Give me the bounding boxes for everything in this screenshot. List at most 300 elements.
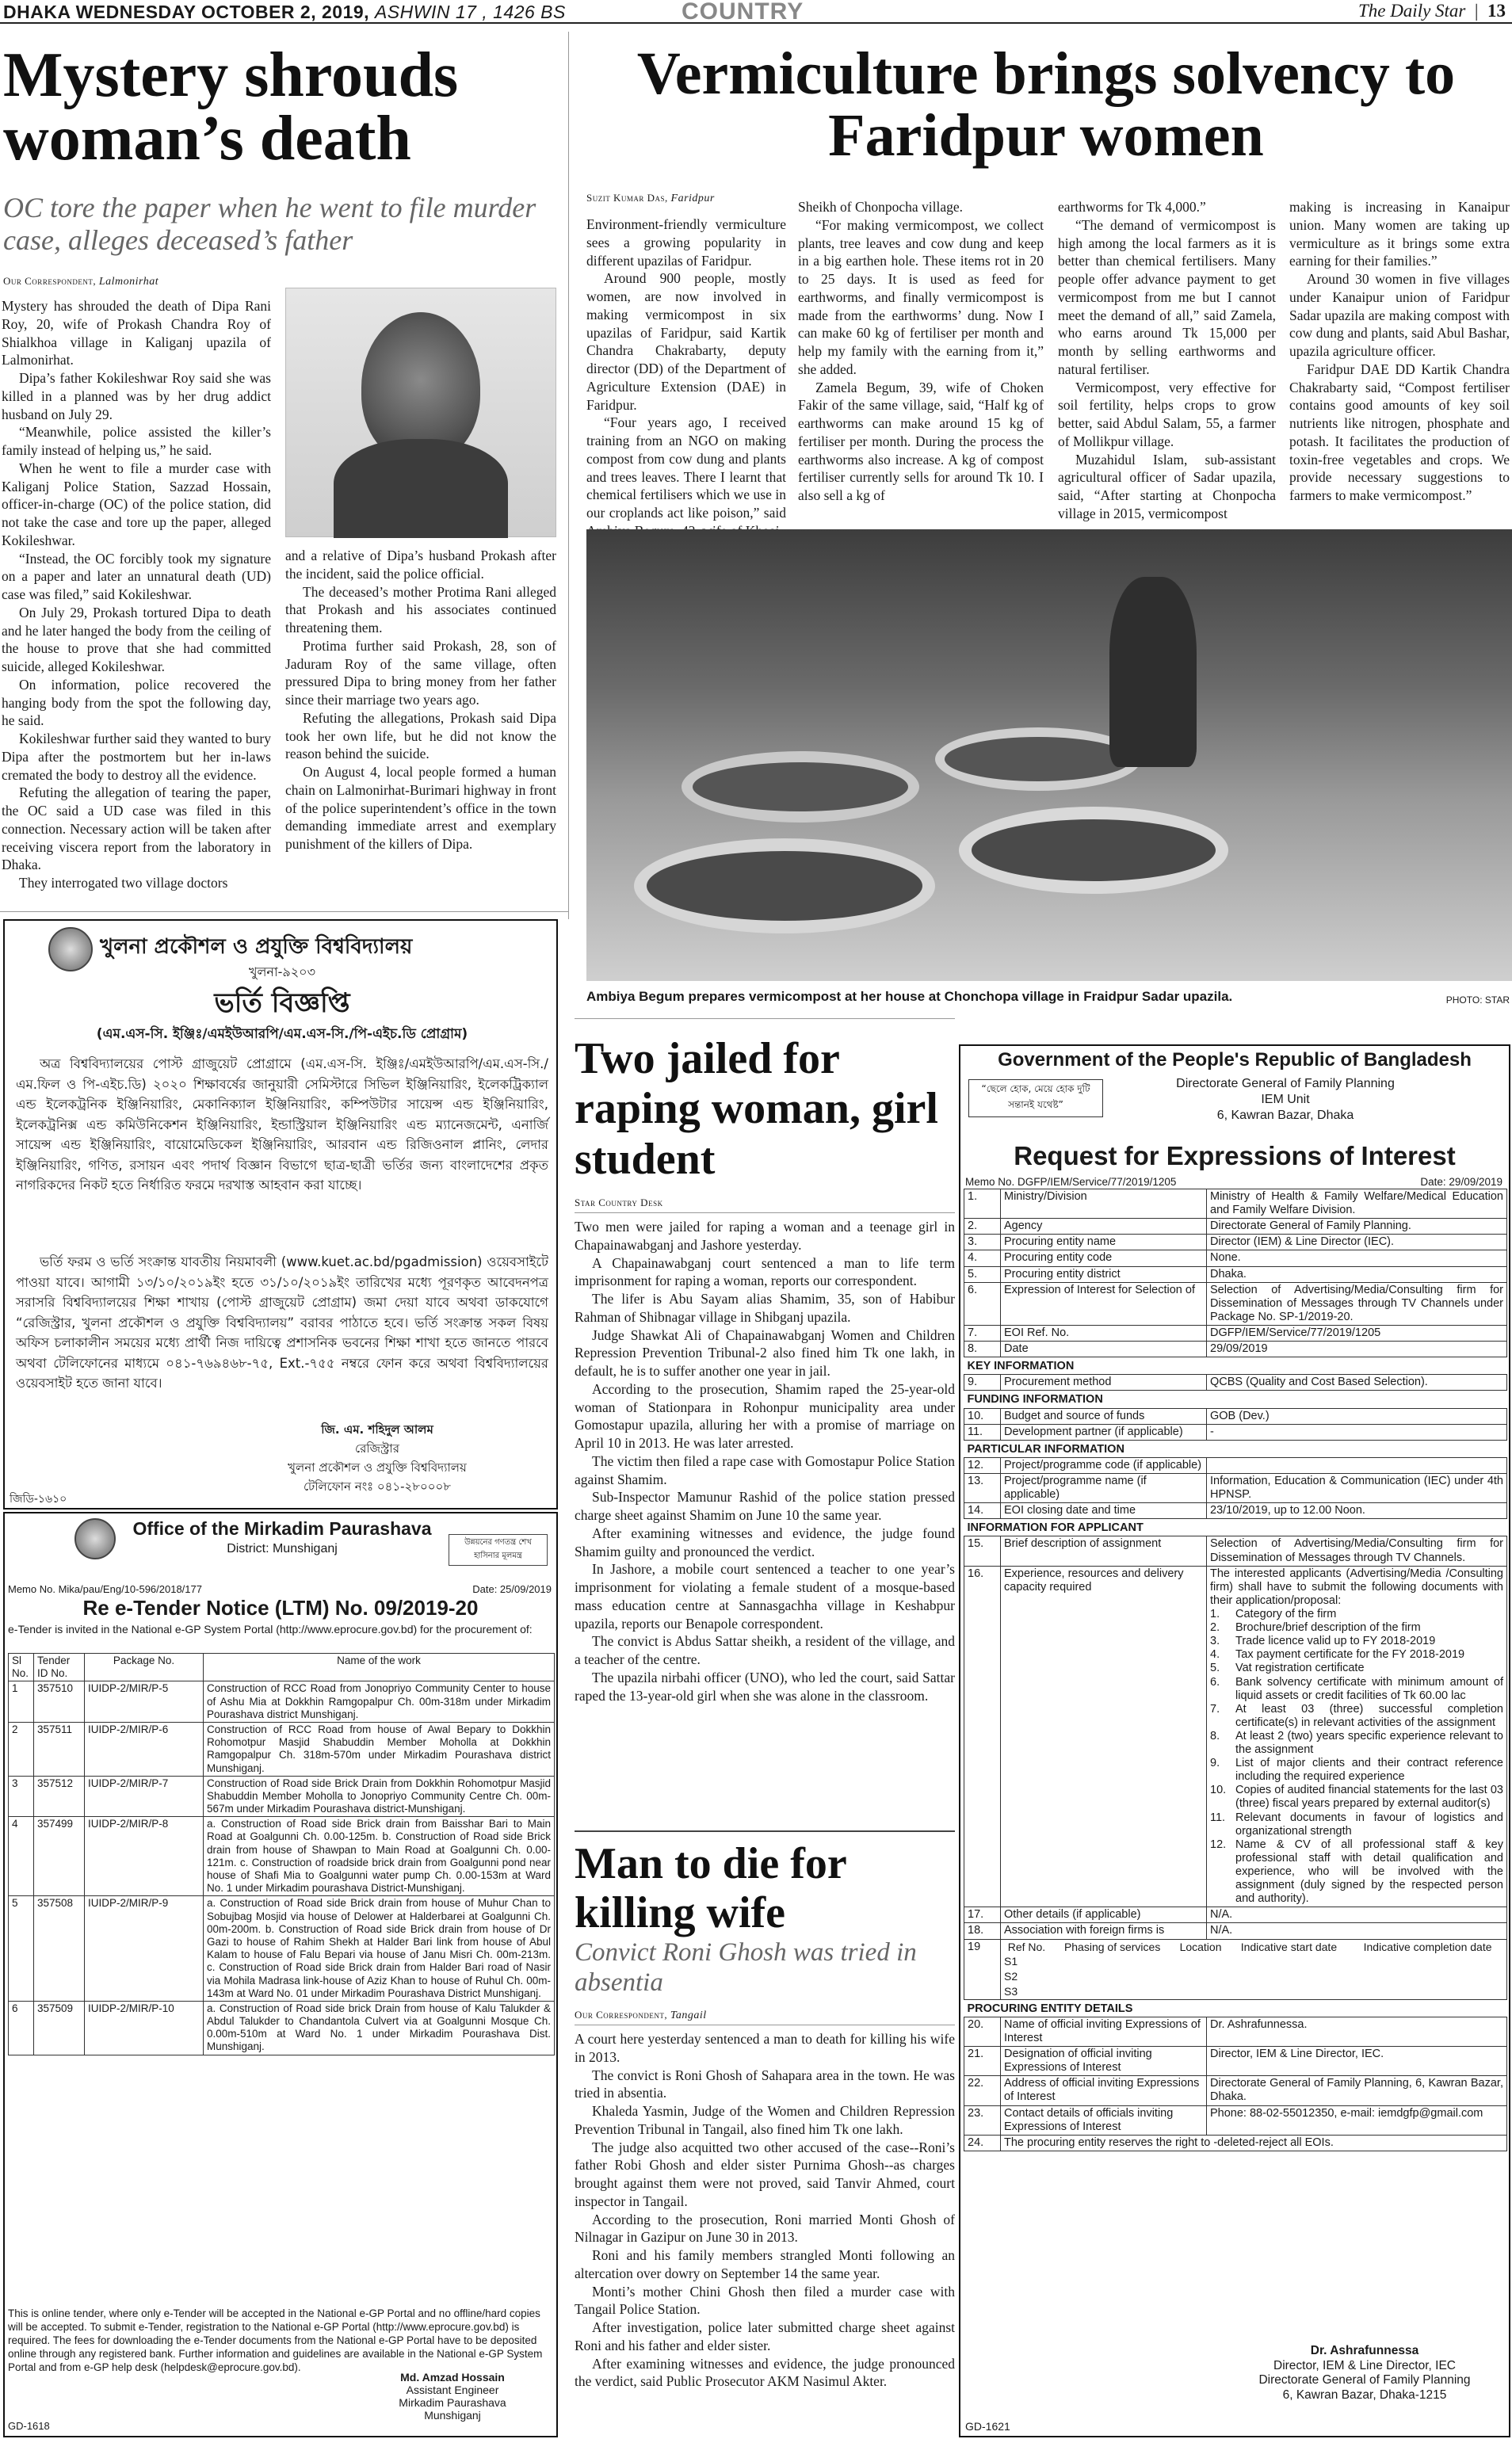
eoi-row xyxy=(964,1189,1507,1219)
phasing-ref: S1 xyxy=(1004,1955,1018,1968)
paragraph: Judge Shawkat Ali of Chapainawabganj Women and Children Repression Prevention Tribunal-2 also fined him Tk one lakh, in default, he is to suffer another one year in jail. xyxy=(575,1326,955,1379)
eoi-cell: 11. xyxy=(964,1424,1001,1440)
eoi-row xyxy=(964,1424,1507,1440)
table-cell: 1 xyxy=(9,1681,34,1723)
paragraph: making is increasing in Kanaipur union. Many women are taking up vermiculture as it brings some extra earning for their families.” xyxy=(1289,199,1510,269)
requirement-text: Trade licence valid up to FY 2018-2019 xyxy=(1235,1635,1436,1648)
eoi-cell: N/A. xyxy=(1207,1923,1507,1939)
paragraph: A Chapainawabganj court sentenced a man to life term imprisonment for raping a woman, reports our correspondent. xyxy=(575,1254,955,1289)
table-row xyxy=(9,1817,555,1896)
eoi-section-heading xyxy=(964,1391,1507,1408)
eoi-section-heading xyxy=(964,1357,1507,1375)
table-cell: 357499 xyxy=(34,1817,85,1896)
eoi-row xyxy=(964,1503,1507,1519)
mirkadim-code: GD-1618 xyxy=(8,2420,50,2432)
gov-code: GD-1621 xyxy=(965,2420,1010,2433)
eoi-cell: The procuring entity reserves the right to -deleted-reject all EOIs. xyxy=(1001,2135,1507,2151)
paragraph: Dipa’s father Kokileshwar Roy said she was killed in a planned was by her drug addict husband on July 29. xyxy=(2,370,271,422)
eoi-row xyxy=(964,1408,1507,1424)
table-cell: 4 xyxy=(9,1817,34,1896)
eoi-row xyxy=(964,2105,1507,2135)
eoi-cell: Procuring entity code xyxy=(1001,1250,1207,1266)
paragraph: The deceased’s mother Protima Rani alleged that Prokash and his associates continued threatening them. xyxy=(285,583,556,636)
eoi-cell: 4. xyxy=(964,1250,1001,1266)
eoi-cell: Designation of official inviting Expressions of Interest xyxy=(1001,2047,1207,2076)
eoi-table xyxy=(964,1189,1507,2151)
phasing-empty xyxy=(1052,1984,1172,1999)
eoi-cell: 22. xyxy=(964,2076,1001,2105)
table-cell: Construction of Road side Brick Drain from Dokkhin Rohomotpur Masjid Shabuddin Member Moholla to Jonopriyo Community Centre Ch. 00m-567m under Mirkadim Pourashava district-Munshiganj. xyxy=(204,1776,555,1817)
headline-mystery: Mystery shrouds woman’s death xyxy=(3,40,459,174)
paragraph: Vermicompost, very effective for soil fertility, helps crops to grow better, said Abdul Salam, 55, a farmer of Mollikpur village. xyxy=(1058,379,1276,449)
eoi-section-heading xyxy=(964,1519,1507,1536)
eoi-cell: Date xyxy=(1001,1342,1207,1357)
eoi-cell: Address of official inviting Expressions of Interest xyxy=(1001,2076,1207,2105)
requirement-item xyxy=(1210,1676,1503,1703)
table-cell: Construction of RCC Road from house of Awal Bepary to Dokkhin Rohomotpur Masjid Shabuddin Member Moholla at Dokkhin Ramgopalpur Ch. 318m-570m under Mirkadim Pourashava district Munshiganj. xyxy=(204,1722,555,1776)
eoi-cell: QCBS (Quality and Cost Based Selection). xyxy=(1207,1375,1507,1391)
eoi-cell: N/A. xyxy=(1207,1907,1507,1923)
col-package: Package No. xyxy=(85,1654,204,1681)
eoi-cell: Contact details of officials inviting Expressions of Interest xyxy=(1001,2105,1207,2135)
gov-memo: Memo No. DGFP/IEM/Service/77/2019/1205 xyxy=(965,1176,1177,1188)
eoi-cell: Other details (if applicable) xyxy=(1001,1907,1207,1923)
paragraph: and a relative of Dipa’s husband Prokash after the incident, said the police official. xyxy=(285,548,556,582)
requirement-text: Copies of audited financial statements for the last 03 (three) fiscal years prepared by external auditor(s) xyxy=(1235,1784,1503,1811)
eoi-row xyxy=(964,2076,1507,2105)
mirkadim-district: District: Munshiganj xyxy=(227,1542,338,1555)
phasing-ref: S3 xyxy=(1004,1984,1018,1998)
section-label: KEY INFORMATION xyxy=(964,1357,1507,1375)
paragraph: The lifer is Abu Sayam alias Shamim, 35, son of Habibur Rahman of Shibnagar village in Shibganj upazila. xyxy=(575,1291,955,1325)
paragraph: “Four years ago, I received training from an NGO on making compost from cow dung and plants and trees leaves. There I learnt that chemical fertilisers which we use in our croplands act like poison,” said xyxy=(586,414,786,521)
byline-two-jailed: Star Country Desk xyxy=(575,1197,663,1208)
eoi-cell: 6. xyxy=(964,1282,1001,1325)
eoi-cell: 5. xyxy=(964,1266,1001,1282)
mirkadim-signature: Md. Amzad Hossain Assistant Engineer Mirkadim Paurashava Munshiganj xyxy=(399,2371,506,2422)
gov-date: Date: 29/09/2019 xyxy=(1420,1176,1502,1188)
requirement-item xyxy=(1210,1635,1503,1648)
table-row xyxy=(9,1722,555,1776)
requirement-item xyxy=(1210,1703,1503,1730)
paragraph: Environment-friendly vermiculture sees a growing popularity in different upazilas of Faridpur. xyxy=(586,216,786,269)
eoi-cell: Dhaka. xyxy=(1207,1266,1507,1282)
kuet-signature: জি. এম. শহিদুল আলম রেজিস্ট্রার খুলনা প্রকৌশল ও প্রযুক্তি বিশ্ববিদ্যালয় টেলিফোন নংঃ ০৪১-২৮০০০৮ xyxy=(288,1422,467,1494)
eoi-cell: Expression of Interest for Selection of xyxy=(1001,1282,1207,1325)
requirement-number: 7. xyxy=(1210,1702,1220,1716)
section-label: PROCURING ENTITY DETAILS xyxy=(964,1999,1507,2017)
eoi-cell: 19 xyxy=(964,1939,1001,1999)
section-label: FUNDING INFORMATION xyxy=(964,1391,1507,1408)
eoi-cell: EOI Ref. No. xyxy=(1001,1325,1207,1341)
eoi-row xyxy=(964,1923,1507,1939)
mirkadim-slogan: উন্নয়নের গণতন্ত্র শেখ হাসিনার মূলমন্ত্র xyxy=(449,1534,548,1566)
requirement-number: 6. xyxy=(1210,1675,1220,1689)
requirement-number: 9. xyxy=(1210,1757,1220,1770)
table-cell: a. Construction of Road side Brick drain from Baisshar Bari to Main Road at Goalgunni Ch. 0.00-125m. b. Construction of Road side Brick drain from house of Shawpan to Main Road at Goalgunni Ch. 0.00-121m. c. Construction of roadside brick drain from Goalgunni pond near house of Shafi Mia to Goalgunni water pump Ch. 0.00-153m at Ward No. 1 under Mirkadim pourashava District-Munshiganj. xyxy=(204,1817,555,1896)
gov-title: Government of the People's Republic of Bangladesh xyxy=(998,1049,1472,1071)
table-row xyxy=(9,1896,555,2002)
phasing-empty xyxy=(1229,1984,1349,1999)
eoi-cell: Director (IEM) & Line Director (IEC). xyxy=(1207,1235,1507,1250)
paragraph: On information, police recovered the hanging body from the spot the following day, he said. xyxy=(2,676,271,729)
eoi-cell: EOI closing date and time xyxy=(1001,1503,1207,1519)
eoi-cell: Name of official inviting Expressions of Interest xyxy=(1001,2017,1207,2046)
eoi-row xyxy=(964,1325,1507,1341)
eoi-cell: 17. xyxy=(964,1907,1001,1923)
paragraph: earthworms for Tk 4,000.” xyxy=(1058,199,1206,215)
table-cell: IUIDP-2/MIR/P-5 xyxy=(85,1681,204,1723)
paragraph: A court here yesterday sentenced a man to death for killing his wife in 2013. xyxy=(575,2031,955,2065)
eoi-cell: 13. xyxy=(964,1473,1001,1502)
eoi-cell: Director, IEM & Line Director, IEC. xyxy=(1207,2047,1507,2076)
eoi-cell: 12. xyxy=(964,1457,1001,1473)
paragraph: After examining witnesses and evidence, the judge pronounced the verdict, said Public Prosecutor AKM Nasimul Akter. xyxy=(575,2355,955,2390)
paragraph: Sheikh of Chonpocha village. xyxy=(798,199,964,215)
eoi-row xyxy=(964,1250,1507,1266)
requirement-item xyxy=(1210,1838,1503,1907)
dgfp-eoi-ad xyxy=(959,1044,1510,2437)
phasing-row xyxy=(1001,1969,1506,1984)
eoi-cell: Procuring entity name xyxy=(1001,1235,1207,1250)
eoi-cell: Directorate General of Family Planning. xyxy=(1207,1219,1507,1235)
eoi-row xyxy=(964,1907,1507,1923)
eoi-cell: 24. xyxy=(964,2135,1001,2151)
table-cell: IUIDP-2/MIR/P-10 xyxy=(85,2001,204,2055)
paragraph: Zamela Begum, 39, wife of Choken Fakir of the same village, said, “Half kg of earthworms can make around 15 kg of fertiliser per month. During the process the earthworms also increase. A kg of compost fertiliser currently sells for around Tk 10. I also sell a kg of xyxy=(798,379,1044,503)
requirement-number: 11. xyxy=(1210,1811,1226,1824)
phasing-empty xyxy=(1052,1969,1172,1984)
eoi-section-heading xyxy=(964,1440,1507,1457)
requirement-item xyxy=(1210,1757,1503,1784)
phasing-ref: S2 xyxy=(1004,1970,1018,1983)
requirement-item xyxy=(1210,1621,1503,1635)
eoi-cell: Procurement method xyxy=(1001,1375,1207,1391)
eoi-cell: Information, Education & Communication (IEC) under 4th HPNSP. xyxy=(1207,1473,1507,1502)
eoi-cell: Project/programme code (if applicable) xyxy=(1001,1457,1207,1473)
paragraph: “For making vermicompost, we collect plants, tree leaves and cow dung and keep in a big earthen hole. These items rot in 20 to 25 days. It is used as feed for earthworms, and finally vermicompost is made from the earthworms’ dung. Now I can make 60 kg of fertiliser per month and help my family with the earning from it,” she added. xyxy=(798,216,1044,377)
phasing-empty xyxy=(1172,1984,1228,1999)
vermicompost-photo xyxy=(586,529,1512,981)
eoi-cell: 1. xyxy=(964,1189,1001,1219)
table-cell: IUIDP-2/MIR/P-9 xyxy=(85,1896,204,2002)
eoi-cell: 14. xyxy=(964,1503,1001,1519)
paragraph: In Jashore, a mobile court sentenced a teacher to one year’s imprisonment for violating a female student of a mosque-based mass education centre at Sannasgachha village in Keshabpur upazila, reports our Benapole correspondent. xyxy=(575,1561,955,1632)
eoi-cell: Phone: 88-02-55012350, e-mail: iemdgfp@gmail.com xyxy=(1207,2105,1507,2135)
dateline: DHAKA WEDNESDAY OCTOBER 2, 2019, ASHWIN 17 , 1426 BS xyxy=(3,2,566,22)
phasing-empty xyxy=(1349,1954,1506,1969)
eoi-cell: 15. xyxy=(964,1536,1001,1566)
kuet-admission-ad xyxy=(3,919,558,1510)
requirement-number: 8. xyxy=(1210,1729,1220,1742)
phasing-empty xyxy=(1052,1954,1172,1969)
table-cell: 2 xyxy=(9,1722,34,1776)
kuet-para2: ভর্তি ফরম ও ভর্তি সংক্রান্ত যাবতীয় নিয়মাবলী (www.kuet.ac.bd/pgadmission) ওয়েবসাইটে পাওয়া যাবে। আগামী ১৩/১০/২০১৯ইং হতে ৩১/১০/২০১৯ইং তারিখের মধ্যে পূরণকৃত আবেদনপত্র সরাসরি বিশ্ববিদ্যালয়ের শিক্ষা শাখায় (পোস্ট গ্রাজুয়েট প্রোগ্রাম) জমা দেয়া যাবে অথবা ডাকযোগে “রেজিস্ট্রার, খুলনা প্রকৌশল ও প্রযুক্তি বিশ্ববিদ্যালয়” বরাবর পাঠাতে হবে। ভর্তি সংক্রান্ত সকল বিষয় অফিস চলাকালীন সময়ের মধ্যে প্রার্থী নিজ দায়িত্বে প্রশাসনিক ভবনের শিক্ষা শাখা হতে জানতে পারবে অথবা টেলিফোনের মাধ্যমে ০৪১-৭৬৯৪৬৮-৭৫, Ext.-৭৫৫ নম্বরে ফোন করে অথবা বিশ্ববিদ্যালয়ের ওয়েবসাইট হতে জানা যাবে। xyxy=(16,1254,548,1391)
mirkadim-intro: e-Tender is invited in the National e-GP System Portal (http://www.eprocure.gov.bd) for the procurement of: xyxy=(8,1623,533,1636)
eoi-row xyxy=(964,2017,1507,2046)
table-row xyxy=(9,2001,555,2055)
paragraph: Monti’s mother Chini Ghosh then filed a murder case with Tangail Police Station. xyxy=(575,2283,955,2318)
phasing-row xyxy=(1001,1954,1506,1969)
eoi-cell: Project/programme name (if applicable) xyxy=(1001,1473,1207,1502)
paragraph: Mystery has shrouded the death of Dipa Rani Roy, 20, wife of Prokash Chandra Roy of Shialkhoa village in Kaliganj upazila of Lalmonirhat. xyxy=(2,298,271,368)
requirement-item xyxy=(1210,1730,1503,1757)
paragraph: The victim then filed a rape case with Gomostapur Police Station against Shamim. xyxy=(575,1452,955,1487)
col-work: Name of the work xyxy=(204,1654,555,1681)
eoi-row xyxy=(964,1219,1507,1235)
gov-slogan: “ছেলে হোক, মেয়ে হোক দুটি সন্তানই যথেষ্ট” xyxy=(968,1079,1103,1117)
mirkadim-footer: This is online tender, where only e-Tender will be accepted in the National e-GP Portal and no offline/hard copies will be accepted. To submit e-Tender, registration to the National e-GP Portal (http://www.eprocure.gov.bd) is required. The fees for downloading the e-Tender documents from the National e-GP Portal have to be deposited online through any registered bank. Further information and guidelines are available in the National e-GP System Portal and from e-GP help desk (helpdesk@eprocure.gov.bd). xyxy=(8,2307,543,2373)
requirement-number: 3. xyxy=(1210,1635,1220,1648)
paragraph: On August 4, local people formed a human chain on Lalmonirhat-Burimari highway in front of the police superintendent’s office in the town demanding immediate arrest and exemplary punishment of the killers of Dipa. xyxy=(285,764,556,852)
eoi-cell: 10. xyxy=(964,1408,1001,1424)
eoi-cell: 23/10/2019, up to 12.00 Noon. xyxy=(1207,1503,1507,1519)
phasing-header xyxy=(1001,1940,1506,1955)
paragraph: “The demand of vermicompost is high among the local farmers as it is better than chemical fertilisers. Many people offer advance payment to get vermicompost from me but I cannot meet the demand of all,” said Zamela, who earns around Tk 15,000 per month by selling earthworms and natural fertiliser. xyxy=(1058,216,1276,377)
paragraph: Muzahidul Islam, sub-assistant agricultural officer of Sadar upazila, said, “After starting at Chonpocha village in 2015, vermicompost xyxy=(1058,451,1276,521)
story-vermiculture-col3 xyxy=(1058,198,1276,523)
phasing-empty xyxy=(1172,1954,1228,1969)
paragraph: Faridpur DAE DD Kartik Chandra Chakrabarty said, “Compost fertiliser contains good amounts of key soil nutrients like nitrogen, phosphate and potash. It facilitates the production of toxin-free vegetables and crops. We provide necessary suggestions to farmers to make vermicompost.” xyxy=(1289,361,1510,503)
paragraph: Protima further said Prokash, 28, son of Jaduram Roy of the same village, often pressured Dipa to bring money from her father since their marriage two years ago. xyxy=(285,637,556,708)
col-tender-id: Tender ID No. xyxy=(34,1654,85,1681)
eoi-row xyxy=(964,1536,1507,1566)
table-cell: IUIDP-2/MIR/P-7 xyxy=(85,1776,204,1817)
story-mystery-col2 xyxy=(285,547,556,887)
story-man-to-die xyxy=(575,2030,955,2438)
table-cell: Construction of RCC Road from Jonopriyo Community Center to house of Ashu Mia at Dokkhin Ramgopalpur Ch. 00m-318m under Mirkadim Pourashava district Munshiganj. xyxy=(204,1681,555,1723)
requirement-number: 4. xyxy=(1210,1648,1220,1662)
paragraph: They interrogated two village doctors xyxy=(19,875,228,891)
requirement-item xyxy=(1210,1608,1503,1621)
eoi-row xyxy=(964,1457,1507,1473)
eoi-cell: DGFP/IEM/Service/77/2019/1205 xyxy=(1207,1325,1507,1341)
eoi-cell: Dr. Ashrafunnessa. xyxy=(1207,2017,1507,2046)
eoi-cell: 21. xyxy=(964,2047,1001,2076)
phasing-table xyxy=(1001,1940,1506,1999)
eoi-cell: Association with foreign firms is xyxy=(1001,1923,1207,1939)
paragraph: The convict is Abdus Sattar sheikh, a resident of the village, and a teacher of the centre. xyxy=(575,1633,955,1667)
table-row xyxy=(9,1776,555,1817)
phasing-head: Location xyxy=(1179,1940,1222,1953)
eoi-row xyxy=(964,1342,1507,1357)
phasing-head: Indicative completion date xyxy=(1363,1940,1492,1953)
paragraph: Sub-Inspector Mamunur Rashid of the police station pressed charge sheet against Shamim on June 10 the same year. xyxy=(575,1489,955,1523)
story-vermiculture-col2 xyxy=(798,198,1044,523)
requirement-item xyxy=(1210,1662,1503,1675)
eoi-row xyxy=(964,2135,1507,2151)
eoi-section-heading xyxy=(964,1999,1507,2017)
requirement-text: At least 03 (three) successful completion certificate(s) in relevant activities of the assignment xyxy=(1235,1702,1503,1729)
gov-dir: Directorate General of Family Planning IEM Unit 6, Kawran Bazar, Dhaka xyxy=(1176,1077,1395,1122)
subhead-man-to-die: Convict Roni Ghosh was tried in absentia xyxy=(575,1938,917,1997)
paragraph: Two men were jailed for raping a woman and a teenage girl in Chapainawabganj and Jashore yesterday. xyxy=(575,1219,955,1253)
section-title: COUNTRY xyxy=(682,0,804,25)
page-header xyxy=(0,0,1512,24)
paragraph: According to the prosecution, Roni married Monti Ghosh of Nilnagar in Gazipur on June 30 in 2013. xyxy=(575,2211,955,2246)
eoi-row xyxy=(964,1235,1507,1250)
paragraph: The judge also acquitted two other accused of the case--Roni’s father Robi Ghosh and elder sister Purnima Ghosh--as charges brought against them were not proved, said Tanvir Ahmed, court inspector in Tangail. xyxy=(575,2139,955,2209)
eoi-cell: Directorate General of Family Planning, 6, Kawran Bazar, Dhaka. xyxy=(1207,2076,1507,2105)
headline-man-to-die: Man to die for killing wife xyxy=(575,1839,846,1937)
eoi-cell: 20. xyxy=(964,2017,1001,2046)
requirement-text: List of major clients and their contract reference including the required experience xyxy=(1235,1757,1503,1784)
table-cell: a. Construction of Road side Brick drain from house of Muhur Chan to Sobujbag Mosjid via house of Delower at Halderbarei at Goalgunni Ch. 00m-200m. b. Construction of Road side Brick drain from house of Dr Gazi to house of Rahim Shekh at Halder Bari link from house of Abul Kalam to house of Falu Bepari via house of Janu Misri Ch. 00m-213m. c. Construction of Road side Brick drain from Halder Bari road of Nasir via Mohila Madrasa link-house of Aziz Khan to house of Ruhul Ch. 00m-143m at Ward No. 01 under Mirkadim Pourashava District Munshiganj. xyxy=(204,1896,555,2002)
table-cell: 3 xyxy=(9,1776,34,1817)
phasing-empty xyxy=(1229,1954,1349,1969)
story-vermiculture-col1 xyxy=(586,216,786,525)
story-vermiculture-col4 xyxy=(1289,198,1510,523)
paragraph: Around 30 women in five villages under Kanaipur union of Faridpur Sadar upazila are making compost with cow dung and plants, said Abul Bashar, upazila agriculture officer. xyxy=(1289,271,1510,359)
requirement-text: Name & CV of all professional staff & key professional staff with detail qualification and experience, who will be involved with the assignment (duly signed by the respected person and authority). xyxy=(1235,1838,1503,1906)
gov-request-title: Request for Expressions of Interest xyxy=(1014,1141,1456,1170)
portrait-photo xyxy=(285,288,556,537)
requirement-text: Category of the firm xyxy=(1235,1607,1337,1620)
phasing-empty xyxy=(1172,1969,1228,1984)
mirkadim-notice: Re e-Tender Notice (LTM) No. 09/2019-20 xyxy=(82,1596,479,1620)
requirement-text: Tax payment certificate for the FY 2018-2019 xyxy=(1235,1648,1465,1662)
eoi-cell: Procuring entity district xyxy=(1001,1266,1207,1282)
eoi-cell: Ministry/Division xyxy=(1001,1189,1207,1219)
paragraph: Roni and his family members strangled Monti following an altercation over dowry on September 14 the same year. xyxy=(575,2247,955,2281)
table-cell: 357512 xyxy=(34,1776,85,1817)
requirement-number: 12. xyxy=(1210,1838,1227,1851)
eoi-row-phasing xyxy=(964,1939,1507,1999)
eoi-row xyxy=(964,2047,1507,2076)
requirement-number: 10. xyxy=(1210,1784,1227,1797)
table-cell: 357508 xyxy=(34,1896,85,2002)
photo-credit: PHOTO: STAR xyxy=(1445,994,1510,1006)
kuet-para1: অত্র বিশ্ববিদ্যালয়ের পোস্ট গ্রাজুয়েট প্রোগ্রামে (এম.এস-সি. ইঞ্জিঃ/এমইউআরপি/এম.এস-সি./এম.ফিল ও পি-এইচ.ডি) ২০২০ শিক্ষাবর্ষের জানুয়ারী সেমিস্টারে সিভিল ইঞ্জিনিয়ারিং, ইলেকট্রিক্যাল এন্ড ইলেকট্রনিক ইঞ্জিনিয়ারিং, মেকানিক্যাল ইঞ্জিনিয়ারিং, কম্পিউটার সায়েন্স এন্ড ইঞ্জিনিয়ারিং, ইলেকট্রনিক্স এন্ড কমিউনিকেশন ইঞ্জিনিয়ারিং, ইন্ডাস্ট্রিয়াল ইঞ্জিনিয়ারিং এন্ড ম্যানেজমেন্ট, এনার্জি সায়েন্স এন্ড ইঞ্জিনিয়ারিং, বায়োমেডিকেল ইঞ্জিনিয়ারিং, আরবান এন্ড রিজিওনাল প্লানিং, লেদার ইঞ্জিনিয়ারিং, গণিত, রসায়ন এবং পদার্থ বিজ্ঞান বিভাগে ছাত্র-ছাত্রী ভর্তির জন্য বাংলাদেশের প্রকৃত নাগরিকদের নিকট হতে নির্ধারিত ফরমে দরখাস্ত আহবান করা যাচ্ছে। xyxy=(16,1056,548,1193)
phasing-empty xyxy=(1349,1984,1506,1999)
eoi-cell: 7. xyxy=(964,1325,1001,1341)
paragraph: After investigation, police later submitted charge sheet against Roni and his father and elder sister. xyxy=(575,2319,955,2353)
table-cell: a. Construction of Road side brick Drain from house of Kalu Talukder & Abdul Talukder to Chandantola Culvert via at Goalgunni Mosque Ch. 0.00m-510m at Ward No. 1 under Mirkadim Pourashava Dist. Munshiganj. xyxy=(204,2001,555,2055)
eoi-cell: 2. xyxy=(964,1219,1001,1235)
eoi-cell: Agency xyxy=(1001,1219,1207,1235)
headline-two-jailed: Two jailed for raping woman, girl student xyxy=(575,1034,938,1184)
eoi-cell xyxy=(1207,1457,1507,1473)
eoi-cell: 29/09/2019 xyxy=(1207,1342,1507,1357)
requirement-item xyxy=(1210,1648,1503,1662)
kuet-programs: (এম.এস-সি. ইঞ্জিঃ/এমইউআরপি/এম.এস-সি./পি-এইচ.ডি প্রোগ্রাম) xyxy=(96,1026,468,1042)
kuet-addr: খুলনা-৯২০৩ xyxy=(249,964,315,979)
paper-page: The Daily Star | 13 xyxy=(1357,1,1506,21)
paragraph: Around 900 people, mostly women, are now involved in making vermicompost in six upazilas of Faridpur, said Kartik Chandra Chakrabarty, deputy director (DD) of the Department of Agriculture Extension (DAE) in Faridpur. xyxy=(586,270,786,413)
paragraph: Kokileshwar further said they wanted to bury Dipa after the postmortem but her in-laws cremated the body to destroy all the evidence. xyxy=(2,731,271,783)
phasing-row xyxy=(1001,1984,1506,1999)
paragraph: The upazila nirbahi officer (UNO), who led the court, said Sattar raped the 13-year-old girl when she was alone in the classroom. xyxy=(575,1669,955,1704)
requirement-text: At least 2 (two) years specific experience relevant to the assignment xyxy=(1235,1729,1503,1757)
table-cell: 357511 xyxy=(34,1722,85,1776)
story-two-jailed xyxy=(575,1218,955,1844)
col-sl: Sl No. xyxy=(9,1654,34,1681)
eoi-row xyxy=(964,1473,1507,1502)
paragraph: Khaleda Yasmin, Judge of the Women and Children Repression Prevention Tribunal in Tangail, also fined him Tk one lakh. xyxy=(575,2103,955,2137)
table-cell: 5 xyxy=(9,1896,34,2002)
byline-man-to-die: Our Correspondent, Tangail xyxy=(575,2009,707,2021)
phasing-head: Ref No. xyxy=(1007,1940,1046,1953)
paragraph: Refuting the allegations, Prokash said Dipa took her own life, but he did not know the reason behind the suicide. xyxy=(285,709,556,762)
tender-table xyxy=(8,1653,555,2055)
requirement-number: 2. xyxy=(1210,1621,1220,1635)
subhead-mystery: OC tore the paper when he went to file murder case, alleges deceased’s father xyxy=(3,192,536,257)
requirement-number: 1. xyxy=(1210,1607,1220,1620)
eoi-cell: None. xyxy=(1207,1250,1507,1266)
mirkadim-title: Office of the Mirkadim Paurashava xyxy=(132,1518,432,1539)
table-cell: 357509 xyxy=(34,2001,85,2055)
byline-mystery: Our Correspondent, Lalmonirhat xyxy=(3,275,159,288)
mirkadim-tender-ad xyxy=(3,1512,558,2437)
paragraph: According to the prosecution, Shamim raped the 25-year-old woman of Stationpara in Rohonpur municipality area under Gomostapur upazila, alluring her with a promise of marriage on April 10 in 2013. He was later arrested. xyxy=(575,1380,955,1451)
table-cell: IUIDP-2/MIR/P-8 xyxy=(85,1817,204,1896)
requirement-text: Relevant documents in favour of logistics and organizational strength xyxy=(1235,1811,1503,1838)
requirements-intro: The interested applicants (Advertising/Media /Consulting firm) shall have to submit the following documents with their application/proposal: xyxy=(1210,1567,1503,1607)
eoi-cell: Development partner (if applicable) xyxy=(1001,1424,1207,1440)
table-cell: 357510 xyxy=(34,1681,85,1723)
eoi-cell: Experience, resources and delivery capacity required xyxy=(1001,1566,1207,1907)
phasing-cell xyxy=(1001,1939,1507,1999)
eoi-cell: 16. xyxy=(964,1566,1001,1907)
requirement-item xyxy=(1210,1811,1503,1838)
eoi-cell: 8. xyxy=(964,1342,1001,1357)
eoi-cell: Selection of Advertising/Media/Consulting firm for Dissemination of Messages through TV Channels under Package No. SP-1/2019-20. xyxy=(1207,1282,1507,1325)
paragraph: After examining witnesses and evidence, the judge found Shamim guilty and pronounced the verdict. xyxy=(575,1525,955,1559)
mirkadim-date: Date: 25/09/2019 xyxy=(472,1583,552,1595)
table-cell: IUIDP-2/MIR/P-6 xyxy=(85,1722,204,1776)
requirement-number: 5. xyxy=(1210,1662,1220,1675)
requirement-text: Brochure/brief description of the firm xyxy=(1235,1621,1421,1635)
kuet-title: ভর্তি বিজ্ঞপ্তি xyxy=(214,987,350,1019)
headline-vermiculture: Vermiculture brings solvency to Faridpur women xyxy=(636,40,1456,169)
eoi-cell: GOB (Dev.) xyxy=(1207,1408,1507,1424)
requirement-item xyxy=(1210,1784,1503,1811)
paragraph: The convict is Roni Ghosh of Sahapara area in the town. He was tried in absentia. xyxy=(575,2067,955,2101)
eoi-cell: Selection of Advertising/Media/Consulting firm for Dissemination of Messages through TV Channels. xyxy=(1207,1536,1507,1566)
eoi-requirements xyxy=(1207,1566,1507,1907)
eoi-cell: - xyxy=(1207,1424,1507,1440)
phasing-empty xyxy=(1349,1969,1506,1984)
photo-caption: Ambiya Begum prepares vermicompost at her house at Chonchopa village in Fraidpur Sadar upazila. xyxy=(586,989,1233,1004)
eoi-cell: Budget and source of funds xyxy=(1001,1408,1207,1424)
paragraph: When he went to file a murder case with Kaliganj Police Station, Sazzad Hossain, officer-in-charge (OC) of the police station, did not take the case and tore up the paper, alleged Kokileshwar. xyxy=(2,460,271,548)
eoi-cell: Ministry of Health & Family Welfare/Medical Education and Family Welfare Division. xyxy=(1207,1189,1507,1219)
section-label: PARTICULAR INFORMATION xyxy=(964,1440,1507,1457)
table-row xyxy=(9,1681,555,1723)
kuet-code: জিডি-১৬১০ xyxy=(10,1493,67,1506)
eoi-cell: 18. xyxy=(964,1923,1001,1939)
eoi-cell: 9. xyxy=(964,1375,1001,1391)
table-cell: 6 xyxy=(9,2001,34,2055)
paragraph: “Instead, the OC forcibly took my signature on a paper and later an unnatural death (UD) case was filed,” said Kokileshwar. xyxy=(2,550,271,602)
eoi-row xyxy=(964,1266,1507,1282)
gov-signature: Dr. Ashrafunnessa Director, IEM & Line Director, IEC Directorate General of Family Planning 6, Kawran Bazar, Dhaka-1215 xyxy=(1258,2344,1471,2402)
eoi-row xyxy=(964,1375,1507,1391)
requirement-text: Bank solvency certificate with minimum amount of liquid assets or credit facilities of Tk 60.00 lac xyxy=(1235,1675,1503,1702)
paurashava-logo-icon xyxy=(74,1518,116,1559)
phasing-head: Indicative start date xyxy=(1240,1940,1338,1953)
kuet-org: খুলনা প্রকৌশল ও প্রযুক্তি বিশ্ববিদ্যালয় xyxy=(100,935,413,959)
eoi-cell: Brief description of assignment xyxy=(1001,1536,1207,1566)
eoi-row xyxy=(964,1566,1507,1907)
paragraph: Refuting the allegation of tearing the paper, the OC said a UD case was filed in this connection. Necessary action will be taken after receiving viscera report from the laboratory in Dhaka. xyxy=(2,784,271,873)
eoi-row xyxy=(964,1282,1507,1325)
requirement-text: Vat registration certificate xyxy=(1235,1662,1365,1675)
mirkadim-memo: Memo No. Mika/pau/Eng/10-596/2018/177 xyxy=(8,1583,202,1595)
eoi-cell: 3. xyxy=(964,1235,1001,1250)
eoi-cell: 23. xyxy=(964,2105,1001,2135)
paragraph: On July 29, Prokash tortured Dipa to death and he later hanged the body from the ceiling of the house to prove that she had committed suicide, alleged Kokileshwar. xyxy=(2,604,271,674)
